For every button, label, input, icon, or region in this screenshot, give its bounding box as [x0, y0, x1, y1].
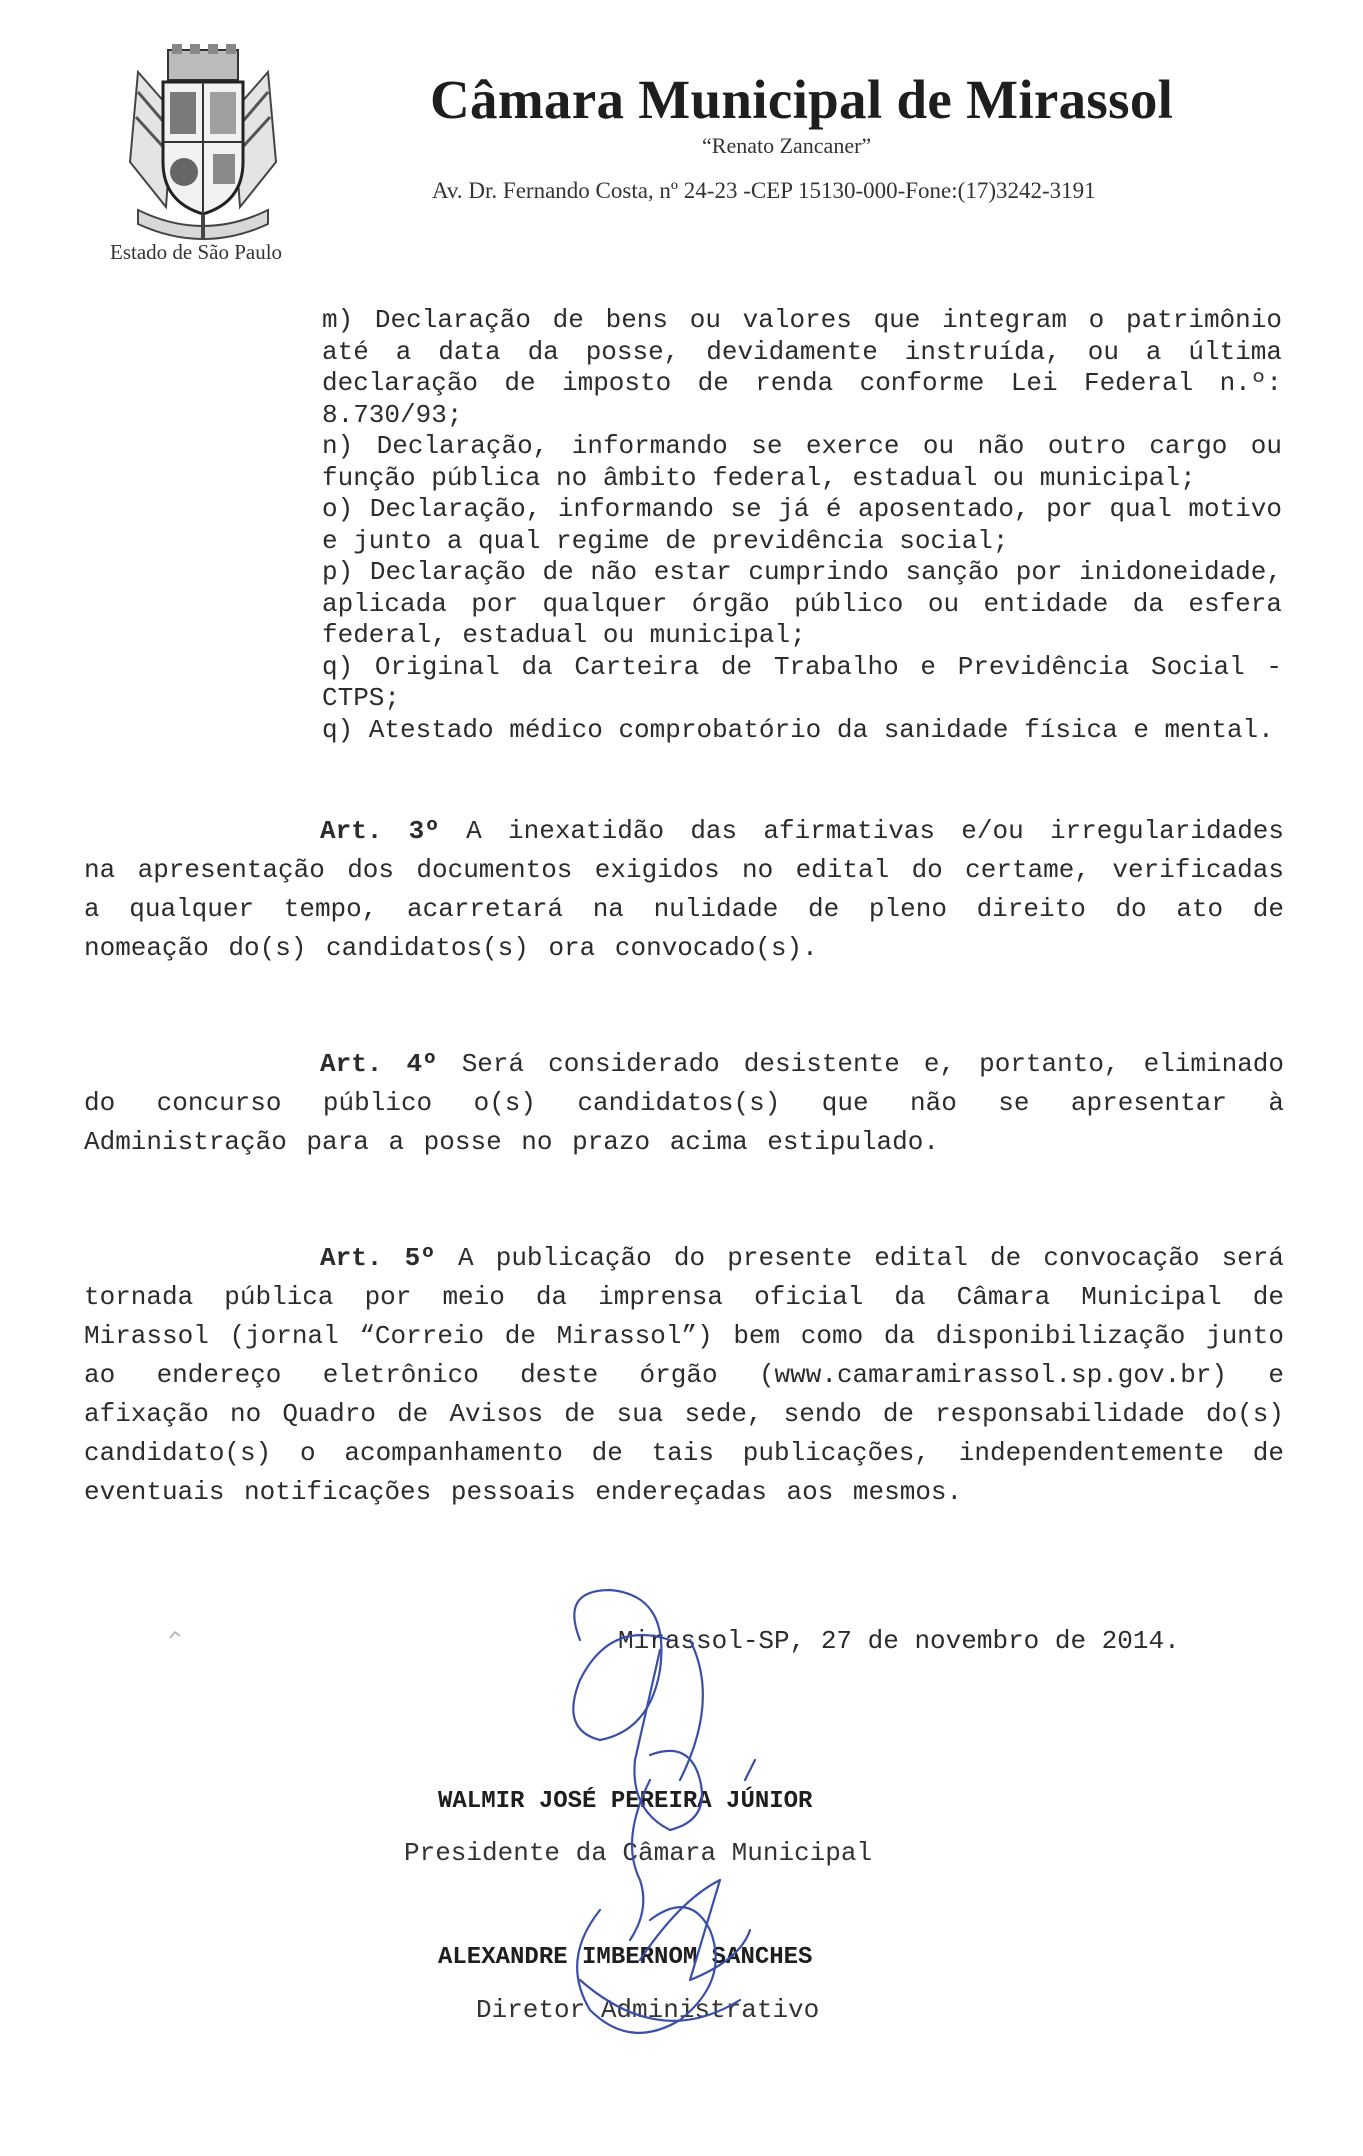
date-line: Mirassol-SP, 27 de novembro de 2014.	[618, 1626, 1180, 1656]
article-4	[84, 1045, 1284, 1162]
signatory-role: Presidente da Câmara Municipal	[404, 1838, 873, 1868]
document-item: q) Original da Carteira de Trabalho e Previdência Social - CTPS;	[322, 651, 1282, 713]
org-address: Av. Dr. Fernando Costa, nº 24-23 -CEP 15130-000-Fone:(17)3242-3191	[432, 178, 1096, 203]
document-item: p) Declaração de não estar cumprindo sanção por inidoneidade, aplicada por qualquer órgão público ou entidade da esfera federal, estadual ou municipal;	[322, 557, 1282, 650]
document-items	[322, 305, 1282, 746]
article-5	[84, 1239, 1284, 1512]
article-text: A publicação do presente edital de convocação será tornada pública por meio da imprensa oficial da Câmara Municipal de Mirassol (jornal “Correio de Mirassol”) bem como da disponibilização junto ao endereço eletrônico deste órgão (www.camaramirassol.sp.gov.br) e afixação no Quadro de Avisos de sua sede, sendo de responsabilidade do(s) candidato(s) o acompanhamento de tais publicações, independentemente de eventuais notificações pessoais endereçadas aos mesmos.	[84, 1243, 1284, 1507]
article-text: A inexatidão das afirmativas e/ou irregularidades na apresentação dos documentos exigidos no edital do certame, verificadas a qualquer tempo, acarretará na nulidade de pleno direito do ato de nomeação do(s) candidatos(s) ora convocado(s).	[84, 816, 1284, 963]
letterhead	[0, 0, 1363, 280]
article-3	[84, 812, 1284, 968]
signatory-role: Diretor Administrativo	[476, 1995, 820, 2025]
state-label: Estado de São Paulo	[110, 240, 283, 264]
signatory-name: WALMIR JOSÉ PEREIRA JÚNIOR	[438, 1788, 813, 1815]
coat-of-arms-icon	[118, 42, 288, 242]
document-item: o) Declaração, informando se já é aposentado, por qual motivo e junto a qual regime de previdência social;	[322, 494, 1282, 556]
org-title: Câmara Municipal de Mirassol	[430, 69, 1174, 130]
document-item: m) Declaração de bens ou valores que integram o patrimônio até a data da posse, devidamente instruída, ou a última declaração de imposto de renda conforme Lei Federal n.º: 8.730/93;	[322, 305, 1282, 430]
article-label: Art. 3º	[320, 816, 440, 846]
article-text: Será considerado desistente e, portanto, eliminado do concurso público o(s) candidatos(s) que não se apresentar à Administração para a posse no prazo acima estipulado.	[84, 1049, 1284, 1157]
signatory-name: ALEXANDRE IMBERNOM SANCHES	[438, 1944, 813, 1971]
org-subtitle: “Renato Zancaner”	[702, 133, 872, 158]
article-label: Art. 5º	[320, 1243, 436, 1273]
articles	[84, 812, 1284, 1589]
document-item: q) Atestado médico comprobatório da sanidade física e mental.	[322, 714, 1274, 745]
article-label: Art. 4º	[320, 1049, 438, 1079]
scan-speck	[168, 1628, 182, 1642]
document-item: n) Declaração, informando se exerce ou não outro cargo ou função pública no âmbito federal, estadual ou municipal;	[322, 431, 1282, 493]
